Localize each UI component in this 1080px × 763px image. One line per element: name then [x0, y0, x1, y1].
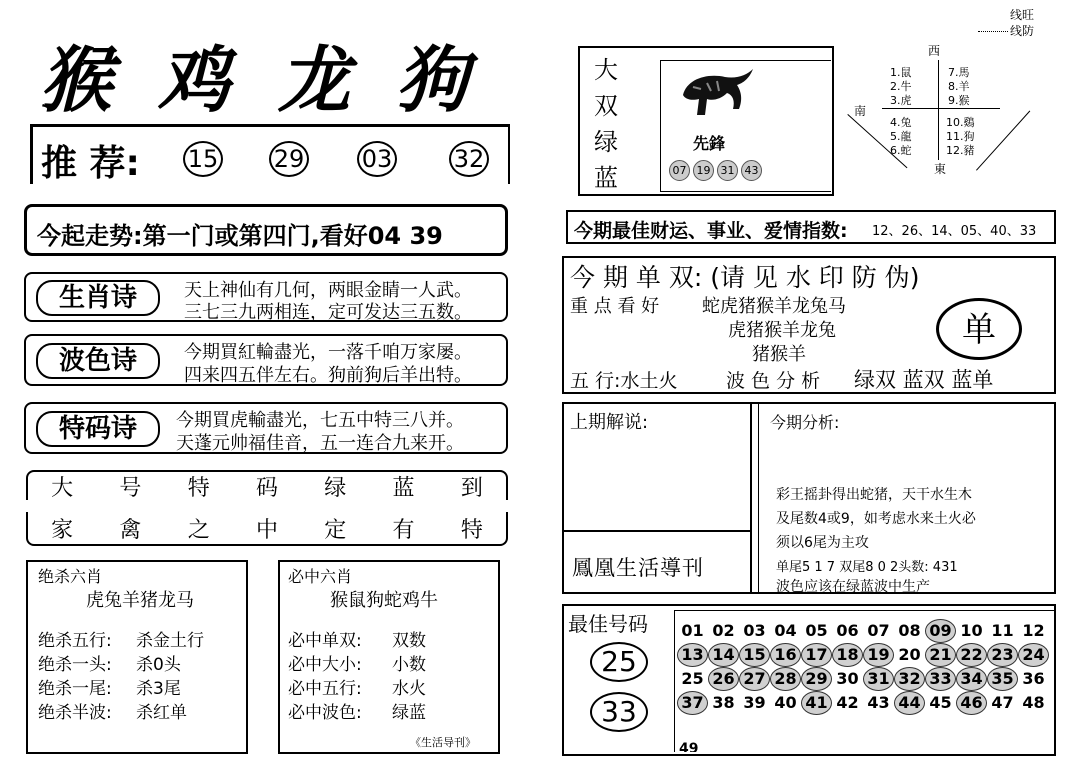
number-cell: 34	[956, 667, 987, 691]
title-char: 龙	[278, 37, 351, 122]
poem-line: 天上神仙有几何，两眼金睛一人武。	[184, 280, 472, 301]
kill-key: 绝杀一头:	[38, 655, 112, 675]
number-cell: 35	[987, 667, 1018, 691]
number-cell: 02	[712, 621, 735, 640]
number-cell: 22	[956, 643, 987, 667]
zodiac-item: 9.猴	[948, 94, 970, 107]
vertical-tip	[594, 52, 624, 196]
banner-char: 号	[119, 475, 142, 501]
number-cell: 32	[894, 667, 925, 691]
number-cell: 16	[770, 643, 801, 667]
number-cell: 31	[863, 667, 894, 691]
focus-line: 虎猪猴羊龙兔	[728, 320, 836, 341]
poem-label: 波色诗	[36, 343, 160, 379]
trend-text: 今起走势:第一门或第四门,看好04 39	[37, 222, 443, 250]
number-cell: 04	[774, 621, 797, 640]
zodiac-item: 7.馬	[948, 66, 970, 79]
banner-char: 绿	[324, 475, 347, 501]
number-cell: 40	[774, 693, 797, 712]
number-cell: 09	[925, 619, 956, 643]
must-value: 水火	[392, 679, 426, 699]
recommend-number: 32	[449, 141, 489, 177]
banner-char: 有	[392, 517, 415, 543]
best-label: 最佳号码	[568, 612, 648, 636]
kill-title: 绝杀六肖	[38, 567, 103, 586]
poem-label: 特码诗	[36, 411, 160, 447]
vanguard-label: 先鋒	[693, 134, 726, 153]
poem-line: 天蓬元帅福佳音，五一连合九来开。	[176, 433, 464, 454]
number-cell: 37	[677, 691, 708, 715]
compass-west: 西	[928, 44, 941, 58]
number-cell: 27	[739, 667, 770, 691]
vertical-char: 绿	[594, 128, 618, 156]
kill-value: 杀0头	[136, 655, 181, 675]
number-ball: 43	[741, 160, 762, 181]
number-grid	[674, 610, 1054, 752]
must-key: 必中五行:	[288, 679, 362, 699]
banner-char: 特	[187, 475, 210, 501]
this-analysis-title: 今期分析:	[770, 413, 840, 432]
banner-char: 禽	[119, 517, 142, 543]
brand-label: 鳳凰生活導刊	[572, 556, 704, 580]
number-cell: 18	[832, 643, 863, 667]
number-cell: 41	[801, 691, 832, 715]
must-box	[278, 560, 500, 754]
kill-key: 绝杀一尾:	[38, 679, 112, 699]
number-cell: 24	[1018, 643, 1049, 667]
number-cell: 21	[925, 643, 956, 667]
vanguard-box	[578, 46, 834, 196]
analysis-line: 彩王摇卦得出蛇猪，天干水生木	[776, 487, 972, 503]
recommend-number: 03	[357, 141, 397, 177]
analysis-line: 及尾数4或9，如考虑水来土火必	[776, 511, 976, 527]
zodiac-item: 10.鷄	[946, 116, 975, 129]
number-cell: 07	[867, 621, 890, 640]
analysis-line: 波色应该在绿蓝波中生产	[776, 579, 930, 595]
focus-line: 猪猴羊	[752, 344, 806, 365]
number-cell: 46	[956, 691, 987, 715]
poem-line: 四来四五伴左右。狗前狗后羊出特。	[184, 365, 472, 386]
vanguard-balls	[669, 159, 765, 181]
compass-south: 南	[854, 104, 867, 118]
best-pick: 25	[590, 642, 648, 682]
zodiac-item: 8.羊	[948, 80, 970, 93]
number-cell: 45	[929, 693, 952, 712]
number-cell: 11	[991, 621, 1014, 640]
kill-animals: 虎兔羊猪龙马	[86, 590, 194, 611]
trend-box	[24, 204, 508, 256]
recommend-number: 15	[183, 141, 223, 177]
kill-value: 杀金土行	[136, 631, 204, 651]
number-cell: 14	[708, 643, 739, 667]
number-cell: 13	[677, 643, 708, 667]
tiger-icon	[677, 65, 757, 127]
number-cell: 33	[925, 667, 956, 691]
number-cell: 47	[991, 693, 1014, 712]
must-key: 必中波色:	[288, 703, 362, 723]
line-hot-label: 线旺	[1010, 8, 1035, 22]
dotted-divider	[978, 31, 1008, 32]
line-guard-label: 线防	[1010, 24, 1035, 38]
number-cell: 42	[836, 693, 859, 712]
wave-label: 波 色 分 析	[726, 370, 821, 392]
banner-row-2	[26, 512, 508, 546]
index-values: 12、26、14、05、40、33	[872, 224, 1037, 239]
number-cell: 08	[898, 621, 921, 640]
number-cell: 15	[739, 643, 770, 667]
recommend-box	[30, 124, 510, 184]
banner-char: 蓝	[392, 475, 415, 501]
number-cell: 28	[770, 667, 801, 691]
banner-char: 之	[187, 517, 210, 543]
number-cell: 39	[743, 693, 766, 712]
number-cell: 20	[898, 645, 921, 664]
number-row	[677, 667, 1049, 691]
number-cell: 05	[805, 621, 828, 640]
banner-char: 大	[51, 475, 74, 501]
must-animals: 猴鼠狗蛇鸡牛	[330, 590, 438, 611]
compass-diagonal	[976, 111, 1030, 171]
poem-line: 今期買虎輸盡光，七五中特三八并。	[176, 410, 464, 431]
number-cell: 12	[1022, 621, 1045, 640]
number-cell: 10	[960, 621, 983, 640]
analysis-line: 须以6尾为主攻	[776, 535, 869, 551]
compass-hline	[882, 108, 1000, 109]
compass-vline	[938, 60, 939, 160]
number-row	[677, 619, 1049, 643]
best-pick: 33	[590, 692, 648, 732]
zodiac-item: 12.豬	[946, 144, 975, 157]
banner-char: 到	[460, 475, 483, 501]
recommend-number: 29	[269, 141, 309, 177]
must-key: 必中单双:	[288, 631, 362, 651]
kill-value: 杀红单	[136, 703, 187, 723]
poem-box-zodiac	[24, 272, 508, 322]
number-cell: 48	[1022, 693, 1045, 712]
zodiac-item: 2.牛	[890, 80, 912, 93]
must-value: 绿蓝	[392, 703, 426, 723]
zodiac-compass	[846, 40, 1056, 190]
number-ball: 07	[669, 160, 690, 181]
zodiac-item: 5.龍	[890, 130, 912, 143]
page-title	[40, 22, 510, 122]
number-cell: 38	[712, 693, 735, 712]
must-value: 小数	[392, 655, 426, 675]
banner-char: 码	[255, 475, 278, 501]
poem-line: 三七三九两相连，定可发达三五数。	[184, 302, 472, 323]
odd-even-box	[562, 256, 1056, 394]
index-label: 今期最佳财运、事业、爱情指数:	[574, 220, 848, 242]
column-divider	[758, 404, 759, 592]
must-value: 双数	[392, 631, 426, 651]
index-box	[566, 210, 1056, 244]
poem-box-wave	[24, 334, 508, 386]
banner-char: 特	[460, 517, 483, 543]
kill-value: 杀3尾	[136, 679, 181, 699]
number-cell: 44	[894, 691, 925, 715]
best-numbers-box	[562, 604, 1056, 756]
odd-seal: 单	[936, 298, 1022, 360]
brand-divider	[564, 530, 750, 532]
zodiac-item: 1.鼠	[890, 66, 912, 79]
number-cell: 30	[836, 669, 859, 688]
banner-char: 定	[324, 517, 347, 543]
number-ball: 31	[717, 160, 738, 181]
wave-values: 绿双 蓝双 蓝单	[854, 368, 994, 392]
must-title: 必中六肖	[288, 567, 353, 586]
number-cell: 17	[801, 643, 832, 667]
last-analysis-title: 上期解说:	[570, 412, 649, 433]
number-grid-rows	[677, 619, 1049, 715]
number-cell: 03	[743, 621, 766, 640]
wuxing-label: 五 行:水土火	[570, 370, 678, 392]
column-divider	[750, 404, 752, 592]
zodiac-item: 11.狗	[946, 130, 975, 143]
banner-row-1	[26, 470, 508, 500]
compass-east: 東	[934, 162, 947, 176]
number-cell: 29	[801, 667, 832, 691]
number-cell: 26	[708, 667, 739, 691]
zodiac-item: 6.蛇	[890, 144, 912, 157]
vertical-char: 蓝	[594, 164, 618, 192]
kill-key: 绝杀半波:	[38, 703, 112, 723]
number-ball: 19	[693, 160, 714, 181]
title-char: 猴	[40, 37, 113, 122]
source-label: 《生活导刊》	[410, 736, 476, 749]
number-row	[677, 691, 1049, 715]
banner-char: 中	[255, 517, 278, 543]
poem-box-special	[24, 402, 508, 454]
number-cell: 23	[987, 643, 1018, 667]
number-cell: 49	[679, 741, 699, 752]
analysis-line: 单尾5 1 7 双尾8 0 2头数: 431	[776, 560, 958, 575]
title-char: 鸡	[158, 37, 231, 122]
poem-label: 生肖诗	[36, 280, 160, 316]
recommend-label: 推 荐:	[41, 143, 140, 184]
focus-line: 蛇虎猪猴羊龙兔马	[702, 296, 846, 317]
number-cell: 36	[1022, 669, 1045, 688]
number-cell: 01	[681, 621, 704, 640]
title-char: 狗	[396, 37, 469, 122]
must-key: 必中大小:	[288, 655, 362, 675]
number-cell: 43	[867, 693, 890, 712]
kill-key: 绝杀五行:	[38, 631, 112, 651]
vanguard-panel	[660, 60, 831, 192]
kill-box	[26, 560, 248, 754]
odd-even-title: 今 期 单 双: (请 见 水 印 防 伪)	[570, 263, 920, 292]
vertical-char: 大	[594, 56, 618, 84]
vertical-char: 双	[594, 92, 618, 120]
number-row	[677, 643, 1049, 667]
analysis-box	[562, 402, 1056, 594]
banner-char: 家	[51, 517, 74, 543]
zodiac-item: 3.虎	[890, 94, 912, 107]
poem-line: 今期買紅輪盡光，一落千咱万家屡。	[184, 342, 472, 363]
number-cell: 19	[863, 643, 894, 667]
focus-label: 重 点 看 好	[570, 296, 660, 317]
number-cell: 25	[681, 669, 704, 688]
number-cell: 06	[836, 621, 859, 640]
zodiac-item: 4.兔	[890, 116, 912, 129]
